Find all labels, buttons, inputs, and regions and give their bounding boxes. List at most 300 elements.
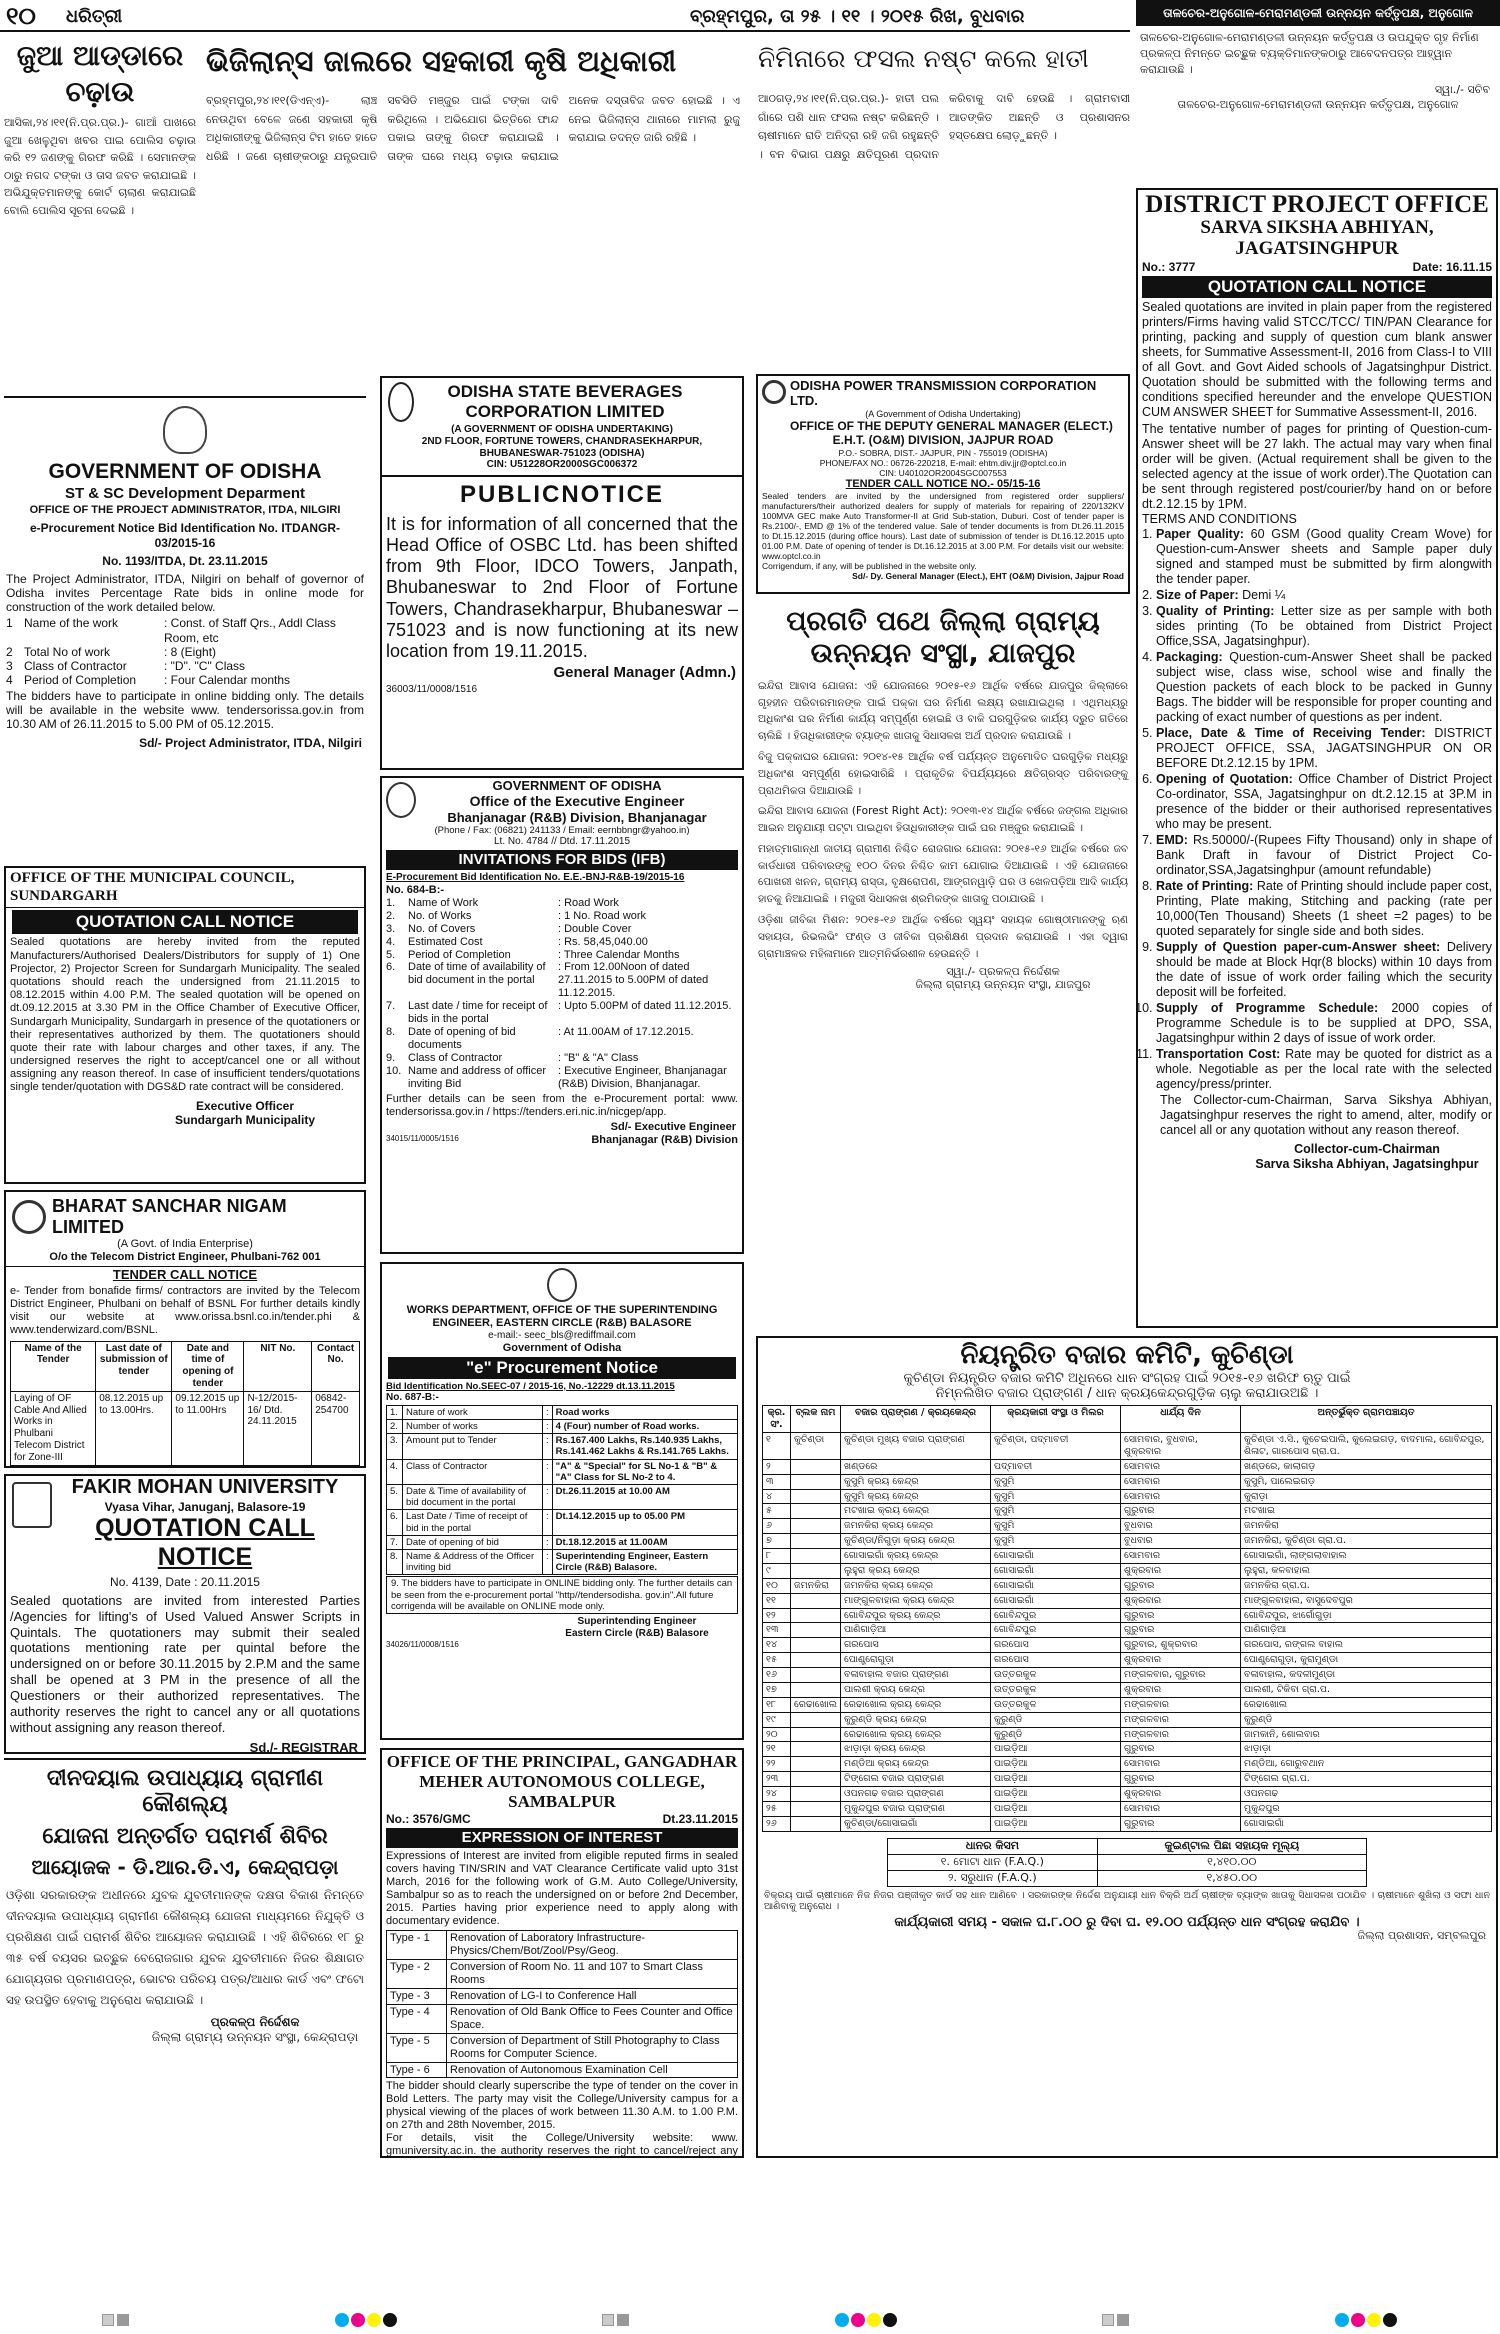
column-header: କ୍ର. ସଂ. <box>763 1406 791 1433</box>
rmc-title: ନିୟନ୍ତ୍ରିତ ବଜାର କମିଟି, କୁଚିଣ୍ଡା <box>960 1340 1294 1370</box>
table-cell: ଓପନଗଢ <box>1241 1787 1492 1802</box>
headline: ଭିଜିଲାନ୍ସ ଜାଲରେ ସହକାରୀ କୃଷି ଅଧିକାରୀ <box>206 44 677 78</box>
cell: : Road Work <box>558 896 619 909</box>
term-text: DISTRICT PROJECT OFFICE, SSA, JAGATSINGHPUR ON OR BEFORE Dt.2.12.15 by 1PM. <box>1156 725 1492 770</box>
table-cell: ୧୫ <box>763 1653 791 1668</box>
table-row <box>387 1930 738 1959</box>
signature: Sd./- REGISTRAR <box>249 1739 358 1754</box>
table-cell: Date & Time of availability of bid document in the portal <box>403 1484 543 1509</box>
procurement-centres-table <box>762 1405 1492 1831</box>
work-table <box>386 1405 738 1576</box>
table-cell: ୨୧ <box>763 1742 791 1757</box>
table-cell: Nature of work <box>403 1405 543 1419</box>
signature-office: ଜିଲ୍ଲା ଗ୍ରାମ୍ୟ ଉନ୍ନୟନ ସଂସ୍ଥା, ଯାଜପୁର <box>915 978 1091 992</box>
header-row <box>763 1406 1492 1433</box>
drda-jajpur <box>756 602 1130 1262</box>
table-cell: ଲୁହୁରା, କଳବାହାଲ <box>1241 1563 1492 1578</box>
govt-title: GOVERNMENT OF ODISHA <box>48 460 322 483</box>
table-cell: କୁସୁମି <box>991 1474 1121 1489</box>
cell: : "D". "C" Class <box>164 658 246 673</box>
osbc-logo <box>388 382 414 422</box>
table-row <box>763 1593 1492 1608</box>
table-row <box>387 1510 738 1535</box>
table-cell: ପୋଣ୍ଡ୍ରୋଗୁଡ଼ା <box>841 1653 991 1668</box>
notice-number: No. 4139, Date : 20.11.2015 <box>110 1574 260 1589</box>
table-cell: ପୋଣ୍ଡ୍ରୋଗୁଡ଼ା, କୁରାମୁଣ୍ଡା <box>1241 1653 1492 1668</box>
terms-list <box>1138 527 1496 1092</box>
work-types-table <box>386 1930 738 2079</box>
table-cell: ଝାଡ଼ାଡ଼ା କ୍ରୟ କେନ୍ଦ୍ର <box>841 1742 991 1757</box>
headline-1: ପ୍ରଗତି ପଥେ ଜିଲ୍ଲା ଗ୍ରାମ୍ୟ <box>786 606 1100 637</box>
notice-body: e- Tender from bonafide firms/ contractors are invited by the Telecom District Engineer, Phulbani on behalf of BSNL For further details kindly visit our website at www.orissa.bsnl.co.in/tender.phi & www.tenderwizard.com/BSNL. <box>10 1284 360 1336</box>
term-item <box>1156 940 1492 1000</box>
cell: Estimated Cost <box>408 935 483 948</box>
municipal-notice <box>4 866 366 1184</box>
table-cell <box>791 1474 841 1489</box>
term-label: Place, Date & Time of Receiving Tender: <box>1156 725 1426 740</box>
table-row <box>763 1742 1492 1757</box>
table-row <box>763 1489 1492 1504</box>
notice-id: e-Procurement Notice Bid Identification No. ITDANGR-03/2015-16 <box>29 521 341 550</box>
notice-title: PUBLICNOTICE <box>460 481 664 509</box>
table-cell: : <box>543 1549 553 1574</box>
table-cell: କୁଚିଣ୍ଡା ଏ.ସି., କୁଚେଇପାଲି, କୁଲେଇଗଡ଼, ବାଦମାଲ, ଗୋବିନ୍ଦପୁର, ଶିଳାଟ, ଗାରପୋସ ଗ୍ରା.ପ. <box>1241 1433 1492 1460</box>
column-header: କ୍ରୟକାରୀ ସଂସ୍ଥା ଓ ମିଲର <box>991 1406 1121 1433</box>
term-label: Supply of Question paper-cum-Answer sheet: <box>1156 939 1441 954</box>
signature: Sd/- Executive Engineer <box>610 1121 736 1134</box>
table-cell: ମଙ୍ଗଳବାର <box>1121 1697 1241 1712</box>
bsnl-notice <box>4 1190 366 1468</box>
cell: : Three Calendar Months <box>558 948 680 961</box>
paragraph: ବିଜୁ ପକ୍କାଘର ଯୋଜନା: ୨୦୧୪-୧୫ ଆର୍ଥିକ ବର୍ଷ ପର୍ଯ୍ୟନ୍ତ ଅନୁମୋଦିତ ଘରଗୁଡ଼ିକ ମଧ୍ୟରୁ ଅଧିକାଂଶ ସମ୍ପୂର୍ଣ୍ଣ ହୋଇସାରିଛି । ପ୍ରାକୃତିକ ବିପର୍ଯ୍ୟୟରେ କ୍ଷତିଗ୍ରସ୍ତ ପରିବାରଙ୍କୁ ପ୍ରାଥମିକତା ଦିଆଯାଉଛି । <box>758 750 1128 797</box>
term-text: Delivery should be made at Block Hqr(8 blocks) within 10 days from the date of issue of work order failing which the security deposit will be forfeited. <box>1156 939 1492 999</box>
work-row <box>6 659 364 673</box>
cell: 5. <box>386 948 396 961</box>
table-cell: କୁଚିଣ୍ଡା, ପଦ୍ମାବତୀ <box>991 1433 1121 1460</box>
table-cell: ସୋମବାର, ବୁଧବାର, ଶୁକ୍ରବାର <box>1121 1433 1241 1460</box>
work-row <box>386 1000 738 1026</box>
odisha-emblem <box>163 406 207 454</box>
term-label: Paper Quality: <box>1156 526 1244 541</box>
notice-details: The bidders have to participate in online bidding only. The details will be available in the website www. tendersorissa.gov.in from 10.30 AM of 26.11.2015 to 5.00 PM of 05.12.2015. <box>6 689 364 732</box>
table-cell: ୭ <box>763 1534 791 1549</box>
seec-notice <box>380 1262 744 1740</box>
work-row <box>386 897 738 910</box>
table-cell: ଗୁରୁବାର <box>1121 1742 1241 1757</box>
table-cell: କୁରୁଣ୍ଡି <box>1241 1712 1492 1727</box>
table-cell: ଜମନକିରା କ୍ରୟ କେନ୍ଦ୍ର <box>841 1578 991 1593</box>
table-cell: ଓପନଗଢ ବଜାର ପ୍ରାଙ୍ଗଣ <box>841 1787 991 1802</box>
table-cell <box>791 1712 841 1727</box>
bid-id: Bid Identification No.SEEC-07 / 2015-16, No.-12229 dt.13.11.2015 <box>386 1380 675 1392</box>
table-cell: Renovation of Laboratory Infrastructure-Physics/Chem/Bot/Zool/Psy/Geog. <box>447 1930 738 1959</box>
table-cell: ଗରପୋସ <box>991 1638 1121 1653</box>
table-cell: ଗୁରୁବାର <box>1121 1504 1241 1519</box>
term-item <box>1156 772 1492 832</box>
table-row <box>387 1405 738 1419</box>
osbc-notice <box>380 376 744 770</box>
company-sub: (A Govt. of India Enterprise) <box>117 1238 253 1251</box>
table-cell: Laying of OF Cable And Allied Works in Phulbani Telecom District for Zone-III <box>11 1391 96 1465</box>
table-cell: ସୋମବାର <box>1121 1489 1241 1504</box>
table-cell <box>791 1682 841 1697</box>
office-title: DISTRICT PROJECT OFFICE <box>1145 191 1489 218</box>
ref-number: 34015/11/0005/1516 <box>386 1134 459 1144</box>
table-row <box>763 1549 1492 1564</box>
company-name: ODISHA STATE BEVERAGES CORPORATION LIMITED <box>447 382 683 422</box>
signature-office: Eastern Circle (R&B) Balasore <box>565 1627 709 1639</box>
table-cell: ଉତ୍ତରକୁଳ <box>991 1697 1121 1712</box>
news-elephant <box>758 44 1130 374</box>
table-cell: ୫ <box>763 1504 791 1519</box>
table-cell <box>791 1727 841 1742</box>
table-cell: ରେଢାଖୋଲ <box>1241 1697 1492 1712</box>
table-cell: Dt.26.11.2015 at 10.00 AM <box>552 1484 737 1509</box>
table-cell <box>791 1772 841 1787</box>
work-details <box>382 897 742 1092</box>
table-cell: କୁଚିଣ୍ଡା/ଗୋସାଇଗାଁ <box>841 1816 991 1831</box>
notice-number: No. 1193/ITDA, Dt. 23.11.2015 <box>102 553 268 568</box>
address-1: 2ND FLOOR, FORTUNE TOWERS, CHANDRASEKHARPUR, <box>421 435 703 447</box>
cell: : 8 (Eight) <box>164 644 217 659</box>
table-cell: ସୋମବାର <box>1121 1474 1241 1489</box>
table-row <box>387 1459 738 1484</box>
notice-body: Expressions of Interest are invited from eligible reputed firms in sealed covers having TIN/SRIN and VAT Clearance Certificate valid upto 31st March, 2016 for the following work of G.M. Auto College/University, Sambalpur so as to reach the undersigned on or before 2nd December, 2015. Parties having prior experience need to apply along with documentary evidence. <box>386 1849 738 1927</box>
table-cell <box>791 1563 841 1578</box>
table-cell: : <box>543 1405 553 1419</box>
table-cell: Class of Contractor <box>403 1459 543 1484</box>
table-cell: ୮ <box>763 1549 791 1564</box>
signature: Collector-cum-Chairman <box>1294 1141 1440 1156</box>
header-row <box>888 1838 1367 1854</box>
college-name-1: OFFICE OF THE PRINCIPAL, GANGADHAR <box>386 1752 738 1771</box>
table-row <box>763 1653 1492 1668</box>
paragraph: ଇନ୍ଦିରା ଆବାସ ଯୋଜନା: ଏହି ଯୋଜନାରେ ୨୦୧୫-୧୬ ଆର୍ଥିକ ବର୍ଷରେ ଯାଜପୁର ଜିଲ୍ଲାରେ ଗୃହହୀନ ପରିବାରମାନଙ୍କ ପାଇଁ ପକ୍କା ଘର ନିର୍ମାଣ ଲକ୍ଷ୍ୟ ରଖାଯାଇଥିଲା । ଏଥିମଧ୍ୟରୁ ଅଧିକାଂଶ ଘର ନିର୍ମାଣ କାର୍ଯ୍ୟ ସମ୍ପୂର୍ଣ୍ଣ ହୋଇଛି ଓ ବାକି ଘରଗୁଡ଼ିକର କାର୍ଯ୍ୟ ଦ୍ରୁତ ଗତିରେ ଚାଲିଛି । ହିତାଧିକାରୀଙ୍କ ବ୍ୟାଙ୍କ ଖାତାକୁ ସିଧାସଳଖ ଅର୍ଥ ପ୍ରଦାନ କରାଯାଉଛି । <box>758 679 1128 743</box>
notice-date: Dt.23.11.2015 <box>662 1812 738 1827</box>
headline-2: ଉନ୍ନୟନ ସଂସ୍ଥା, ଯାଜପୁର <box>810 637 1076 669</box>
table-cell: Superintending Engineer, Eastern Circle (R&B) Balasore. <box>552 1549 737 1574</box>
work-row <box>386 936 738 949</box>
table-cell: ୨୫ <box>763 1801 791 1816</box>
table-cell: କୁସୁମି <box>991 1519 1121 1534</box>
table-cell: ଉତ୍ତରକୁଳ <box>991 1668 1121 1683</box>
table-cell: Type - 2 <box>387 1959 447 1988</box>
cell: Name and address of officer inviting Bid <box>408 1065 546 1091</box>
table-cell: 2. <box>387 1419 403 1433</box>
table-cell: ପାଣିଗାଡ଼ିଆ <box>841 1623 991 1638</box>
table-cell: ପାଇଡ଼ିଆ <box>991 1801 1121 1816</box>
table-cell: Renovation of Old Bank Office to Fees Counter and Office Space. <box>447 2004 738 2033</box>
office-title: Office of the Executive Engineer <box>469 793 685 810</box>
table-cell <box>791 1534 841 1549</box>
dateline: ବ୍ରହ୍ମପୁର, ତା ୨୫ । ୧୧ । ୨୦୧୫ ରିଖ, ବୁଧବାର <box>690 6 1025 27</box>
headline-2: ଯୋଜନା ଅନ୍ତର୍ଗତ ପରାମର୍ଶ ଶିବିର <box>42 1823 328 1849</box>
fmu-notice <box>4 1474 366 1754</box>
column-header: ବ୍ଲକ ନାମ <box>791 1406 841 1433</box>
table-cell: ପାଇଡ଼ିଆ <box>991 1772 1121 1787</box>
work-row <box>386 961 738 1000</box>
address-2: BHUBANESWAR-751023 (ODISHA) <box>479 447 645 459</box>
table-cell: ରେଢାଖୋଲ କ୍ରୟ କେନ୍ଦ୍ର <box>841 1727 991 1742</box>
table-cell <box>791 1668 841 1683</box>
table-cell: କୁସୁମି, ପାଲେଇଗଡ଼ <box>1241 1474 1492 1489</box>
cell: Class of Contractor <box>408 1052 503 1065</box>
table-cell: 1. <box>387 1405 403 1419</box>
term-label: Opening of Quotation: <box>1156 771 1293 786</box>
phone: PHONE/FAX NO.: 06726-220218, E-mail: ehtm.div.jjr@optcl.co.in <box>819 457 1067 468</box>
odisha-emblem <box>547 1268 577 1302</box>
table-cell: ଶୁକ୍ରବାର <box>1121 1653 1241 1668</box>
table-row <box>763 1772 1492 1787</box>
signature: ସ୍ୱା./- ପ୍ରକଳ୍ପ ନିର୍ଦ୍ଦେଶକ <box>946 965 1060 979</box>
table-cell: Date of opening of bid <box>403 1535 543 1549</box>
talcher-title: ତାଳଚେର-ଅନୁଗୋଳ-ମେରାମଣ୍ଡଳୀ ଉନ୍ନୟନ କର୍ତ୍ତୃପକ୍ଷ, ଅନୁଗୋଳ <box>1136 0 1500 26</box>
notice-title: TENDER CALL NOTICE NO.- 05/15-16 <box>845 477 1041 490</box>
table-cell: ସୋମବାର <box>1121 1801 1241 1816</box>
table-cell: ୧୧ <box>763 1593 791 1608</box>
office-title-2: SARVA SIKSHA ABHIYAN, JAGATSINGHPUR <box>1200 217 1434 260</box>
table-cell: 8. <box>387 1549 403 1574</box>
notice-body: Sealed quotations are invited from interested Parties /Agencies for lifting's of Used Valued Answer Scripts in Quintals. The quotationers may submit their sealed quotations mentioning rate per quintal before the undersigned on or before 30.11.2015 by 2.P.M and the same shall be opened at 3 PM in the presence of all the Questioners or their authorized representatives. The authority reserves the right to cancel any or all quotations without assigning any reason thereof. <box>10 1592 360 1735</box>
cin: CIN: U51228OR2000SGC006372 <box>382 459 742 477</box>
table-row <box>763 1712 1492 1727</box>
table-cell: ମୁକୁନ୍ଦପୁର <box>1241 1801 1492 1816</box>
table-cell: ମାଙ୍ଗୁଳବାହାଲ କ୍ରୟ କେନ୍ଦ୍ର <box>841 1593 991 1608</box>
table-cell <box>791 1801 841 1816</box>
table-cell: ମଣ୍ଡିଆ କ୍ରୟ କେନ୍ଦ୍ର <box>841 1757 991 1772</box>
cell: Date of time of availability of bid document in the portal <box>408 961 546 987</box>
notice-body-2: The bidder should clearly superscribe the type of tender on the cover in Bold Letters. The party may visit the College/University campus for a physical viewing of the places of work between 11.30 A.M. to 1.00 P.M. on 27th and 28th November, 2015. <box>386 2080 738 2132</box>
headline: ଜୁଆ ଆଡ୍ଡାରେ ଚଢ଼ାଉ <box>16 39 184 109</box>
table-cell: ୨ <box>763 1459 791 1474</box>
column-header: Contact No. <box>312 1341 360 1391</box>
notice-body: Sealed tenders are invited by the undersigned from registered order suppliers/ manufacturers/their authorized dealers for supply of materials for repairing of 220/132KV 100MVA GEC make Auto Transformer-II at Grid Sub-station, Duburi. Cost of tender paper is Rs.2100/-, EMD @ 1% of the tendered value. Sale of tender documents is from Dt.26.11.2015 to Dt.15.12.2015 (during office hours). Last date of submission of tender is Dt.16.12.2015 upto 01.00 P.M. Date of opening of tender is Dt.16.12.2015 at 3.00 P.M. For details visit our website: www.optcl.co.in <box>762 490 1124 561</box>
table-cell: : <box>543 1484 553 1509</box>
table-cell: ମଙ୍ଗଳବାର <box>1121 1727 1241 1742</box>
table-cell: ଗୁରୁବାର <box>1121 1608 1241 1623</box>
signature-office: Sarva Siksha Abhiyan, Jagatsinghpur <box>1255 1156 1479 1171</box>
table-cell <box>791 1787 841 1802</box>
work-row <box>6 673 364 687</box>
table-cell: ୩ <box>763 1474 791 1489</box>
table-cell: ଜମନକିରା ଗ୍ରା.ପ. <box>1241 1578 1492 1593</box>
talcher-notice <box>1136 0 1500 182</box>
talcher-footer: ତାଳଚେର-ଅନୁଗୋଳ-ମେରାମଣ୍ଡଳୀ ଉନ୍ନୟନ କର୍ତ୍ତୃପକ୍ଷ, ଅନୁଗୋଳ <box>1177 97 1459 111</box>
table-cell: ଗୋସାଇଗାଁ <box>991 1578 1121 1593</box>
table-cell: ସୋମବାର <box>1121 1459 1241 1474</box>
cell: 3. <box>386 922 396 935</box>
table-cell: ମଙ୍ଗଳବାର, ଗୁରୁବାର <box>1121 1668 1241 1683</box>
portal-info: Further details can be seen from the e-Procurement portal: www. tendersorissa.gov.in / https://tenders.eri.nic.in/nicgep/app. <box>386 1093 738 1119</box>
table-cell: ଜମନକିରା କ୍ରୟ କେନ୍ଦ୍ର <box>841 1519 991 1534</box>
table-cell: ଗୋସାଇଗାଁ କ୍ରୟ କେନ୍ଦ୍ର <box>841 1549 991 1564</box>
term-text: Office Chamber of District Project Co-ordinator, SSA, Jagatsinghpur on dt.2.12.15 at 3P.M in presence of the bidder or their authorised representatives who may be present. <box>1156 771 1492 831</box>
table-row <box>763 1801 1492 1816</box>
cell: 3 <box>6 658 13 673</box>
table-cell: ଗୋବିନ୍ଦପୁର କ୍ରୟ କେନ୍ଦ୍ର <box>841 1608 991 1623</box>
table-row <box>763 1816 1492 1831</box>
gmac-eoi <box>380 1748 744 2158</box>
cell: No. of Covers <box>408 922 476 935</box>
notice-body: Sealed quotations are hereby invited from the reputed Manufacturers/Authorised Dealers/Distributors for supply of 1) One Projector, 2) Projector Screen for Sundargarh Municipality. The sealed quotations should reach the undersigned from 21.11.2015 to 08.12.2015 within 4.00 P.M. The sealed quotation will be opened on dt.09.12.2015 at 3.30 PM in the Office Chamber of Executive Officer, Sundargarh Municipality, Sundargarh in presence of the quotationers or their representatives authorized by them. The quotationers should quote their rate with labour charges and other taxes, if any. The undersigned reserves the right to accept/cancel one or all without assigning any reason thereof. In case of insufficient tenders/quotations single tender/quotation with DGS&D rate contract will be considered. <box>10 936 360 1094</box>
table-row <box>763 1474 1492 1489</box>
table-cell <box>791 1489 841 1504</box>
news-gambling-raid <box>4 38 196 388</box>
table-cell: N-12/2015-16/ Dtd. 24.11.2015 <box>244 1391 312 1465</box>
work-row <box>386 1065 738 1091</box>
ssa-notice <box>1136 188 1498 1328</box>
division: E.H.T. (O&M) DIVISION, JAJPUR ROAD <box>832 433 1054 448</box>
table-cell: ଗୋବିନ୍ଦପୁର <box>991 1623 1121 1638</box>
cell: : "B" & "A" Class <box>558 1052 639 1065</box>
work-row <box>386 1026 738 1052</box>
table-cell: 5. <box>387 1484 403 1509</box>
cell: Name of the work <box>24 616 119 631</box>
office-title: OFFICE OF THE PROJECT ADMINISTRATOR, ITDA, NILGIRI <box>29 504 341 517</box>
headline-1: ଦୀନଦୟାଲ ଉପାଧ୍ୟାୟ ଗ୍ରାମୀଣ କୌଶଲ୍ୟ <box>46 1766 324 1817</box>
term-text: Question-cum-Answer Sheet shall be packed subject wise, class wise, school wise and finally the Question packets of each block to be packed in Gunny Bags. The bidder will be responsible for proper counting and packing of exact number of questions as per indent. <box>1156 649 1492 724</box>
table-cell: ଶୁକ୍ରବାର <box>1121 1563 1241 1578</box>
table-cell: ଝାଡ଼ାଡ଼ା <box>1241 1742 1492 1757</box>
table-cell: : <box>543 1510 553 1535</box>
notice-title: QUOTATION CALL NOTICE <box>95 1513 315 1572</box>
notice-body-3: For details, visit the College/University website: www. gmuniversity.ac.in. the authority reserves the right to cancel/reject any <box>386 2132 738 2158</box>
cell: 1. <box>386 896 396 909</box>
table-cell: ଲୁହୁରା କ୍ରୟ କେନ୍ଦ୍ର <box>841 1563 991 1578</box>
signature: General Manager (Admn.) <box>553 664 736 682</box>
term-item <box>1156 726 1492 771</box>
table-row <box>763 1608 1492 1623</box>
signature: ଜିଲ୍ଲା ପ୍ରଶାସନ, ସମ୍ବଲପୁର <box>1357 1929 1486 1943</box>
table-cell: ଗୋସାଇଗାଁ <box>1241 1816 1492 1831</box>
table-cell: ପାଲଶୀ, ଟିକିବା ଗ୍ରା.ପ. <box>1241 1682 1492 1697</box>
table-cell: Renovation of Autonomous Examination Cell <box>447 2062 738 2078</box>
table-row <box>387 1535 738 1549</box>
table-cell: ଗୋସାଇଗାଁ <box>991 1593 1121 1608</box>
term-text: Rs.50000/-(Rupees Fifty Thousand) only in shape of Bank Draft in favour of District Project Co-ordinator,SSA,Jagatsinghpur (amount refundable) <box>1156 832 1492 877</box>
news-vigilance <box>206 44 740 374</box>
column-header: ଧାର୍ଯ୍ୟ ଦିନ <box>1121 1406 1241 1433</box>
table-cell: ଗୁରୁବାର <box>1121 1578 1241 1593</box>
term-text: Rate may be quoted for district as a whole. Negotiable as per the local rate with the selected agency/press/printer. <box>1156 1046 1493 1091</box>
cell: : Executive Engineer, Bhanjanagar (R&B) Division, Bhanjanagar. <box>558 1065 727 1091</box>
table-cell: ରେଢାଖୋଲ କ୍ରୟ କେନ୍ଦ୍ର <box>841 1697 991 1712</box>
table-row <box>763 1787 1492 1802</box>
table-cell: 6. <box>387 1510 403 1535</box>
table-row <box>387 1484 738 1509</box>
table-row <box>888 1854 1367 1870</box>
signature-office: Sundargarh Municipality <box>174 1112 315 1127</box>
table-cell <box>791 1504 841 1519</box>
odisha-emblem <box>386 782 416 818</box>
term-item <box>1156 879 1492 939</box>
table-cell <box>791 1757 841 1772</box>
table-cell: ଗୁରୁବାର, ଶୁକ୍ରବାର <box>1121 1638 1241 1653</box>
table-cell: ୧୨ <box>763 1608 791 1623</box>
signature: Superintending Engineer <box>577 1616 697 1627</box>
table-row <box>763 1682 1492 1697</box>
term-label: Supply of Programme Schedule: <box>1156 1000 1379 1015</box>
table-row <box>387 1988 738 2004</box>
headline: ନିମିନାରେ ଫସଲ ନଷ୍ଟ କଲେ ହାତୀ <box>758 44 1089 73</box>
table-cell: Number of works <box>403 1419 543 1433</box>
cell: Total No of work <box>24 644 111 659</box>
table-cell: ଗୁରୁବାର <box>1121 1623 1241 1638</box>
table-cell: ମଟଖାଇ <box>1241 1504 1492 1519</box>
table-cell: କୁରାଡ଼ା <box>1241 1489 1492 1504</box>
table-cell: ଜମନକିରା <box>1241 1519 1492 1534</box>
term-text: 60 GSM (Good quality Cream Wove) for Question-cum-Answer sheets and Sample paper duly signed and stamped must be submitted by firm alongwith the tender paper. <box>1156 526 1493 586</box>
table-row <box>763 1623 1492 1638</box>
rmc-sub-2: ନିମ୍ନଲିଖିତ ବଜାର ପ୍ରାଙ୍ଗଣ / ଧାନ କ୍ରୟକେନ୍ଦ୍ରଗୁଡ଼ିକ ଚାଲୁ କରାଯାଉଅଛି । <box>935 1386 1319 1401</box>
table-cell: ଖଣ୍ଡରେ, କାଲାଗଡ଼ <box>1241 1459 1492 1474</box>
fmu-logo <box>12 1482 52 1528</box>
notice-title: QUOTATION CALL NOTICE <box>12 910 358 934</box>
table-cell: ୬ <box>763 1519 791 1534</box>
table-cell: : <box>543 1535 553 1549</box>
table-row <box>763 1563 1492 1578</box>
headline-3: ଆୟୋଜକ - ଡି.ଆର.ଡି.ଏ, କେନ୍ଦ୍ରାପଡ଼ା <box>31 1854 339 1879</box>
table-cell: "A" & "Special" for SL No-1 & "B" & "A" Class for SL No-2 to 4. <box>552 1459 737 1484</box>
optcl-notice <box>756 374 1130 594</box>
table-cell: କୁଚିଣ୍ଡା ମୁଖ୍ୟ ବଜାର ପ୍ରାଙ୍ଗଣ <box>841 1433 991 1460</box>
table-cell: ଗରପୋସ, ରଙ୍ଗଲ ବାହାଲ <box>1241 1638 1492 1653</box>
column-header: Last date of submission of tender <box>96 1341 172 1391</box>
notice-body: The tentative number of pages for printing of Question-cum-Answer sheet will be 27 lakh. The actual may vary when final order will be given. (Actual requirement shall be given to the selected agency at the issue of work order).The Quotation can be sent through registered post/courier/by hand on or before dt.2.12.15 by 1PM. <box>1142 422 1492 512</box>
signature: ପ୍ରକଳ୍ପ ନିର୍ଦ୍ଦେଶକ <box>210 2015 300 2030</box>
table-cell: ୯ <box>763 1563 791 1578</box>
table-cell: 06842-254700 <box>312 1391 360 1465</box>
table-cell: ସୋମବାର <box>1121 1757 1241 1772</box>
table-cell: ପାଇଡ଼ିଆ <box>991 1787 1121 1802</box>
address: Vyasa Vihar, Januganj, Balasore-19 <box>104 1499 306 1514</box>
online-note: 9. The bidders have to participate in ONLINE bidding only. The further details can be seen from the e-procurement portal "http//tendersodisha. gov.in".All future corrigenda will be available on ONLINE mode only. <box>386 1576 738 1614</box>
table-cell: ଖଣ୍ଡରେ <box>841 1459 991 1474</box>
table-cell: ଶୁକ୍ରବାର <box>1121 1682 1241 1697</box>
table-cell: ପାଇଡ଼ିଆ <box>991 1757 1121 1772</box>
letter-no: Lt. No. 4784 // Dtd. 17.11.2015 <box>493 836 631 848</box>
table-cell: ୨୪ <box>763 1787 791 1802</box>
terms-title: TERMS AND CONDITIONS <box>1142 512 1297 527</box>
page-number: ୧୦ <box>6 2 36 30</box>
dept-title: ST & SC Development Deparment <box>64 484 306 502</box>
table-cell: ଗୋବିନ୍ଦପୁର, ଝାର୍ଗୋଗୁଡ଼ା <box>1241 1608 1492 1623</box>
table-cell: Conversion of Department of Still Photography to Class Rooms for Computer Science. <box>447 2033 738 2062</box>
cell: Name of Work <box>408 896 479 909</box>
signature: Sd/- Dy. General Manager (Elect.), EHT (O&M) Division, Jajpur Road <box>852 570 1124 581</box>
table-cell: କୁସୁମି କ୍ରୟ କେନ୍ଦ୍ର <box>841 1489 991 1504</box>
table-row <box>763 1578 1492 1593</box>
term-label: Transportation Cost: <box>1156 1046 1281 1061</box>
company-name: ODISHA POWER TRANSMISSION CORPORATION LTD. <box>790 378 1097 409</box>
term-label: Rate of Printing: <box>1156 878 1254 893</box>
table-cell: ରେଢାଖୋଲ <box>791 1697 841 1712</box>
notice-title: TENDER CALL NOTICE <box>112 1267 258 1283</box>
table-cell: ପଦ୍ମାବତୀ <box>991 1459 1121 1474</box>
table-cell: ପାଲଶୀ କ୍ରୟ କେନ୍ଦ୍ର <box>841 1682 991 1697</box>
rmc-note: ବିକ୍ରୟ ପାଇଁ ଚାଷୀମାନେ ନିଜ ନିଜର ପଞ୍ଜୀକୃତ କାର୍ଡ ସହ ଧାନ ଆଣିବେ । ସରକାରଙ୍କ ନିର୍ଦ୍ଦେଶ ଅନୁଯାୟୀ ଧାନ ବିକ୍ରି ଅର୍ଥ ଚାଷୀଙ୍କ ବ୍ୟାଙ୍କ ଖାତାକୁ ସିଧାସଳଖ ପଠାଯିବ । ଚାଷୀମାନେ ଶୁଖିଲା ଓ ସଫା ଧାନ ଆଣିବାକୁ ଅନୁରୋଧ । <box>764 1889 1490 1912</box>
work-row <box>386 1052 738 1065</box>
table-row <box>763 1504 1492 1519</box>
table-cell: ୨୩ <box>763 1772 791 1787</box>
table-cell: : <box>543 1434 553 1459</box>
itda-notice <box>4 396 366 862</box>
table-cell <box>791 1742 841 1757</box>
office-title: WORKS DEPARTMENT, OFFICE OF THE SUPERINTENDING ENGINEER, EASTERN CIRCLE (R&B) BALASORE <box>406 1304 718 1329</box>
table-cell: ୧୭ <box>763 1682 791 1697</box>
contact: (Phone / Fax: (06821) 241133 / Email: eernbbngr@yahoo.in) <box>434 825 690 837</box>
term-label: Size of Paper: <box>1156 587 1239 602</box>
